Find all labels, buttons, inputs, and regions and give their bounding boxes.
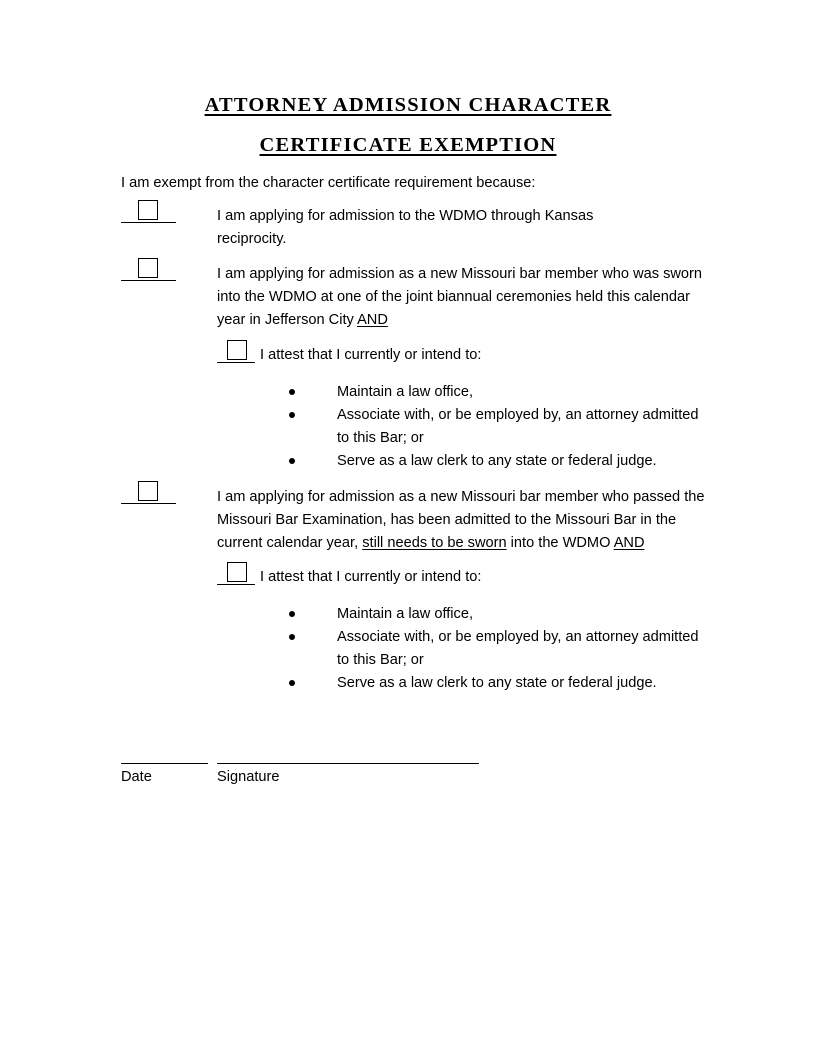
- option2-attest-text: I attest that I currently or intend to:: [260, 347, 482, 363]
- option3-text-line-3: [217, 532, 645, 555]
- option3-checkbox[interactable]: [138, 481, 158, 501]
- option2-and: AND: [357, 312, 388, 328]
- option3-attest-text: I attest that I currently or intend to:: [260, 569, 482, 585]
- option3-bullet-text-2: Associate with, or be employed by, an attorney admitted: [337, 629, 699, 645]
- option3-bullet-3: [289, 680, 295, 686]
- option3-attest-blank-line: [217, 584, 255, 585]
- option3-bullet-text-1: Maintain a law office,: [337, 606, 474, 622]
- form-title-line-2: CERTIFICATE EXEMPTION: [259, 134, 557, 156]
- option3-line3-pre: current calendar year,: [217, 535, 363, 551]
- option3-and: AND: [613, 535, 645, 551]
- option2-bullet-text-2-cont: to this Bar; or: [337, 430, 424, 446]
- option2-checkbox[interactable]: [138, 258, 158, 278]
- option3-text-line-2: Missouri Bar Examination, has been admitted to the Missouri Bar in the: [217, 512, 677, 528]
- option2-attest-blank-line: [217, 362, 255, 363]
- option2-bullet-2: [289, 412, 295, 418]
- option1-text-line-2: reciprocity.: [217, 231, 287, 247]
- option2-text-line-2: into the WDMO at one of the joint biannual ceremonies held this calendar: [217, 289, 690, 305]
- option1-text-line-1: I am applying for admission to the WDMO through Kansas: [217, 208, 594, 224]
- date-label: Date: [121, 769, 152, 785]
- option2-text-line-3: [217, 309, 388, 332]
- option3-line3-mid: into the WDMO: [506, 535, 614, 551]
- option2-bullet-text-2: Associate with, or be employed by, an attorney admitted: [337, 407, 699, 423]
- option2-bullet-1: [289, 389, 295, 395]
- option1-blank-line: [121, 222, 176, 223]
- option2-attest-checkbox[interactable]: [227, 340, 247, 360]
- option2-line3-text: year in Jefferson City: [217, 312, 358, 328]
- date-line[interactable]: [121, 763, 208, 764]
- option2-bullet-text-3: Serve as a law clerk to any state or federal judge.: [337, 453, 657, 469]
- form-title-line-1: ATTORNEY ADMISSION CHARACTER: [204, 94, 612, 116]
- intro-text: I am exempt from the character certificate requirement because:: [121, 175, 536, 191]
- option3-text-line-1: I am applying for admission as a new Missouri bar member who passed the: [217, 489, 705, 505]
- option3-bullet-text-2-cont: to this Bar; or: [337, 652, 424, 668]
- option3-blank-line: [121, 503, 176, 504]
- option2-blank-line: [121, 280, 176, 281]
- option3-bullet-2: [289, 634, 295, 640]
- option2-text-line-1: I am applying for admission as a new Missouri bar member who was sworn: [217, 266, 703, 282]
- option3-sworn-underlined: still needs to be sworn: [362, 535, 507, 551]
- option3-attest-checkbox[interactable]: [227, 562, 247, 582]
- option2-bullet-text-1: Maintain a law office,: [337, 384, 474, 400]
- signature-line[interactable]: [217, 763, 479, 764]
- option3-bullet-1: [289, 611, 295, 617]
- option1-checkbox[interactable]: [138, 200, 158, 220]
- option3-bullet-text-3: Serve as a law clerk to any state or federal judge.: [337, 675, 657, 691]
- option2-bullet-3: [289, 458, 295, 464]
- signature-label: Signature: [217, 769, 280, 785]
